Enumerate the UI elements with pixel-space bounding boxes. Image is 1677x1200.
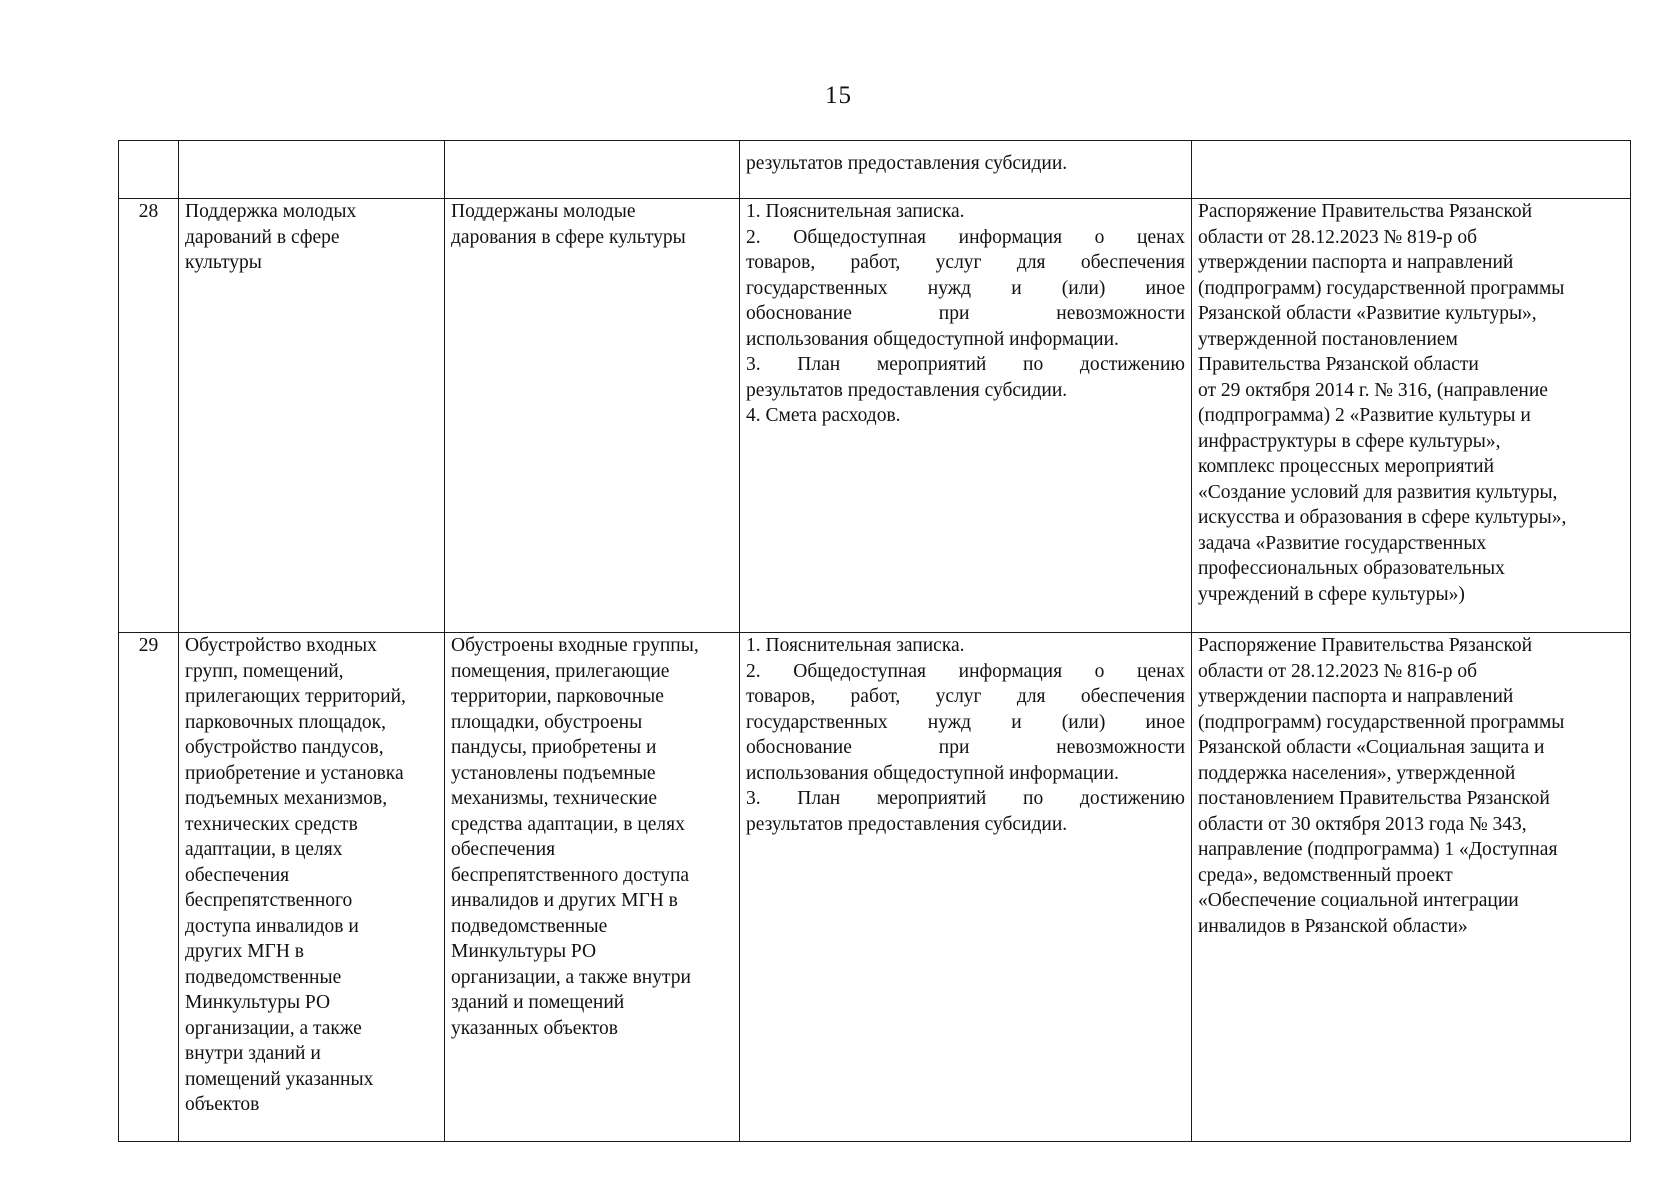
result-line: указанных объектов	[451, 1017, 618, 1039]
result-cell	[445, 633, 740, 1142]
name-line: Обустройство входных	[185, 635, 377, 656]
result-line: Поддержаны молодые	[451, 201, 636, 222]
basis-line: комплекс процессных мероприятий	[1198, 456, 1495, 477]
basis-line: Распоряжение Правительства Рязанской	[1198, 635, 1533, 656]
row-number: 28	[119, 199, 179, 633]
basis-line: (подпрограмм) государственной программы	[1198, 711, 1565, 733]
basis-cell	[1192, 199, 1631, 633]
table-row-28	[119, 199, 1631, 633]
result-line: средства адаптации, в целях	[451, 813, 685, 835]
result-line: подведомственные	[451, 915, 608, 937]
name-line: приобретение и установка	[185, 762, 404, 784]
result-line: беспрепятственного доступа	[451, 864, 690, 886]
name-cell	[179, 141, 445, 199]
basis-line: «Обеспечение социальной интеграции	[1198, 890, 1519, 911]
name-line: Минкультуры РО	[185, 992, 331, 1013]
documents-line: 2. Общедоступная информация о ценах	[746, 660, 1185, 682]
name-line: подведомственные	[185, 966, 342, 988]
documents-line: государственных нужд и (или) иное	[746, 277, 1185, 299]
documents-line: 1. Пояснительная записка.	[746, 201, 965, 222]
result-line: зданий и помещений	[451, 992, 625, 1013]
documents-line: результатов предоставления субсидии.	[746, 153, 1068, 174]
row-number: 29	[119, 633, 179, 1142]
documents-line: 1. Пояснительная записка.	[746, 635, 965, 656]
basis-line: области от 28.12.2023 № 819-р об	[1198, 226, 1478, 248]
name-line: технических средств	[185, 813, 358, 835]
documents-line: товаров, работ, услуг для обеспечения	[746, 252, 1185, 273]
basis-line: от 29 октября 2014 г. № 316, (направление	[1198, 379, 1548, 401]
basis-line: инвалидов в Рязанской области»	[1198, 915, 1468, 937]
result-line: Минкультуры РО	[451, 941, 597, 962]
documents-cell	[740, 633, 1192, 1142]
documents-line: 3. План мероприятий по достижению	[746, 354, 1185, 375]
result-line: территории, парковочные	[451, 686, 664, 707]
documents-line: 4. Смета расходов.	[746, 405, 901, 426]
result-line: механизмы, технические	[451, 788, 658, 809]
basis-line: среда», ведомственный проект	[1198, 864, 1453, 886]
documents-line: государственных нужд и (или) иное	[746, 711, 1185, 733]
name-line: помещений указанных	[185, 1068, 374, 1090]
basis-line: учреждений в сфере культуры»)	[1198, 583, 1465, 605]
result-cell	[445, 141, 740, 199]
result-line: дарования в сфере культуры	[451, 226, 686, 248]
name-cell	[179, 199, 445, 633]
basis-line: Рязанской области «Социальная защита и	[1198, 737, 1545, 758]
basis-cell	[1192, 633, 1631, 1142]
documents-cell	[740, 141, 1192, 199]
documents-line: обоснование при невозможности	[746, 303, 1185, 324]
basis-line: (подпрограмма) 2 «Развитие культуры и	[1198, 405, 1531, 426]
basis-line: профессиональных образовательных	[1198, 558, 1505, 579]
result-cell	[445, 199, 740, 633]
name-cell	[179, 633, 445, 1142]
name-line: парковочных площадок,	[185, 711, 386, 733]
name-line: внутри зданий и	[185, 1043, 321, 1064]
result-line: пандусы, приобретены и	[451, 737, 657, 758]
name-line: прилегающих территорий,	[185, 686, 406, 707]
basis-line: постановлением Правительства Рязанской	[1198, 788, 1550, 809]
basis-line: Правительства Рязанской области	[1198, 354, 1479, 375]
documents-line: товаров, работ, услуг для обеспечения	[746, 686, 1185, 707]
table-row-29	[119, 633, 1631, 1142]
result-line: установлены подъемные	[451, 762, 656, 784]
result-line: обеспечения	[451, 839, 556, 860]
name-line: объектов	[185, 1094, 260, 1115]
name-line: доступа инвалидов и	[185, 915, 359, 937]
name-line: групп, помещений,	[185, 660, 344, 682]
basis-line: утвержденной постановлением	[1198, 328, 1458, 350]
documents-line: использования общедоступной информации.	[746, 762, 1119, 784]
name-line: обустройство пандусов,	[185, 737, 384, 758]
documents-line: 2. Общедоступная информация о ценах	[746, 226, 1185, 248]
basis-line: утверждении паспорта и направлений	[1198, 252, 1514, 273]
name-line: культуры	[185, 252, 262, 273]
name-line: других МГН в	[185, 941, 304, 962]
basis-line: области от 28.12.2023 № 816-р об	[1198, 660, 1478, 682]
name-line: беспрепятственного	[185, 890, 353, 911]
basis-line: Распоряжение Правительства Рязанской	[1198, 201, 1533, 222]
name-line: подъемных механизмов,	[185, 788, 388, 809]
basis-line: утверждении паспорта и направлений	[1198, 686, 1514, 707]
basis-line: задача «Развитие государственных	[1198, 532, 1487, 554]
result-line: помещения, прилегающие	[451, 660, 670, 682]
name-line: Поддержка молодых	[185, 201, 357, 222]
documents-line: результатов предоставления субсидии.	[746, 813, 1068, 835]
documents-line: 3. План мероприятий по достижению	[746, 788, 1185, 809]
basis-line: Рязанской области «Развитие культуры»,	[1198, 303, 1537, 324]
basis-line: «Создание условий для развития культуры,	[1198, 481, 1558, 503]
basis-line: (подпрограмм) государственной программы	[1198, 277, 1565, 299]
documents-line: использования общедоступной информации.	[746, 328, 1119, 350]
result-line: организации, а также внутри	[451, 966, 691, 988]
basis-line: поддержка населения», утвержденной	[1198, 762, 1516, 784]
documents-line: обоснование при невозможности	[746, 737, 1185, 758]
page-number: 15	[825, 82, 852, 109]
result-line: площадки, обустроены	[451, 711, 643, 733]
subsidy-table	[118, 140, 1631, 1142]
basis-line: искусства и образования в сфере культуры»,	[1198, 507, 1567, 528]
name-line: дарований в сфере	[185, 226, 340, 248]
name-line: адаптации, в целях	[185, 839, 343, 860]
number-cell	[119, 141, 179, 199]
result-line: инвалидов и других МГН в	[451, 890, 678, 911]
name-line: организации, а также	[185, 1017, 362, 1039]
basis-cell	[1192, 141, 1631, 199]
name-line: обеспечения	[185, 864, 290, 886]
basis-line: области от 30 октября 2013 года № 343,	[1198, 813, 1527, 835]
basis-line: инфраструктуры в сфере культуры»,	[1198, 430, 1501, 452]
basis-line: направление (подпрограмма) 1 «Доступная	[1198, 839, 1558, 860]
result-line: Обустроены входные группы,	[451, 635, 699, 656]
table-row-continuation	[119, 141, 1631, 199]
documents-line: результатов предоставления субсидии.	[746, 379, 1068, 401]
documents-cell	[740, 199, 1192, 633]
